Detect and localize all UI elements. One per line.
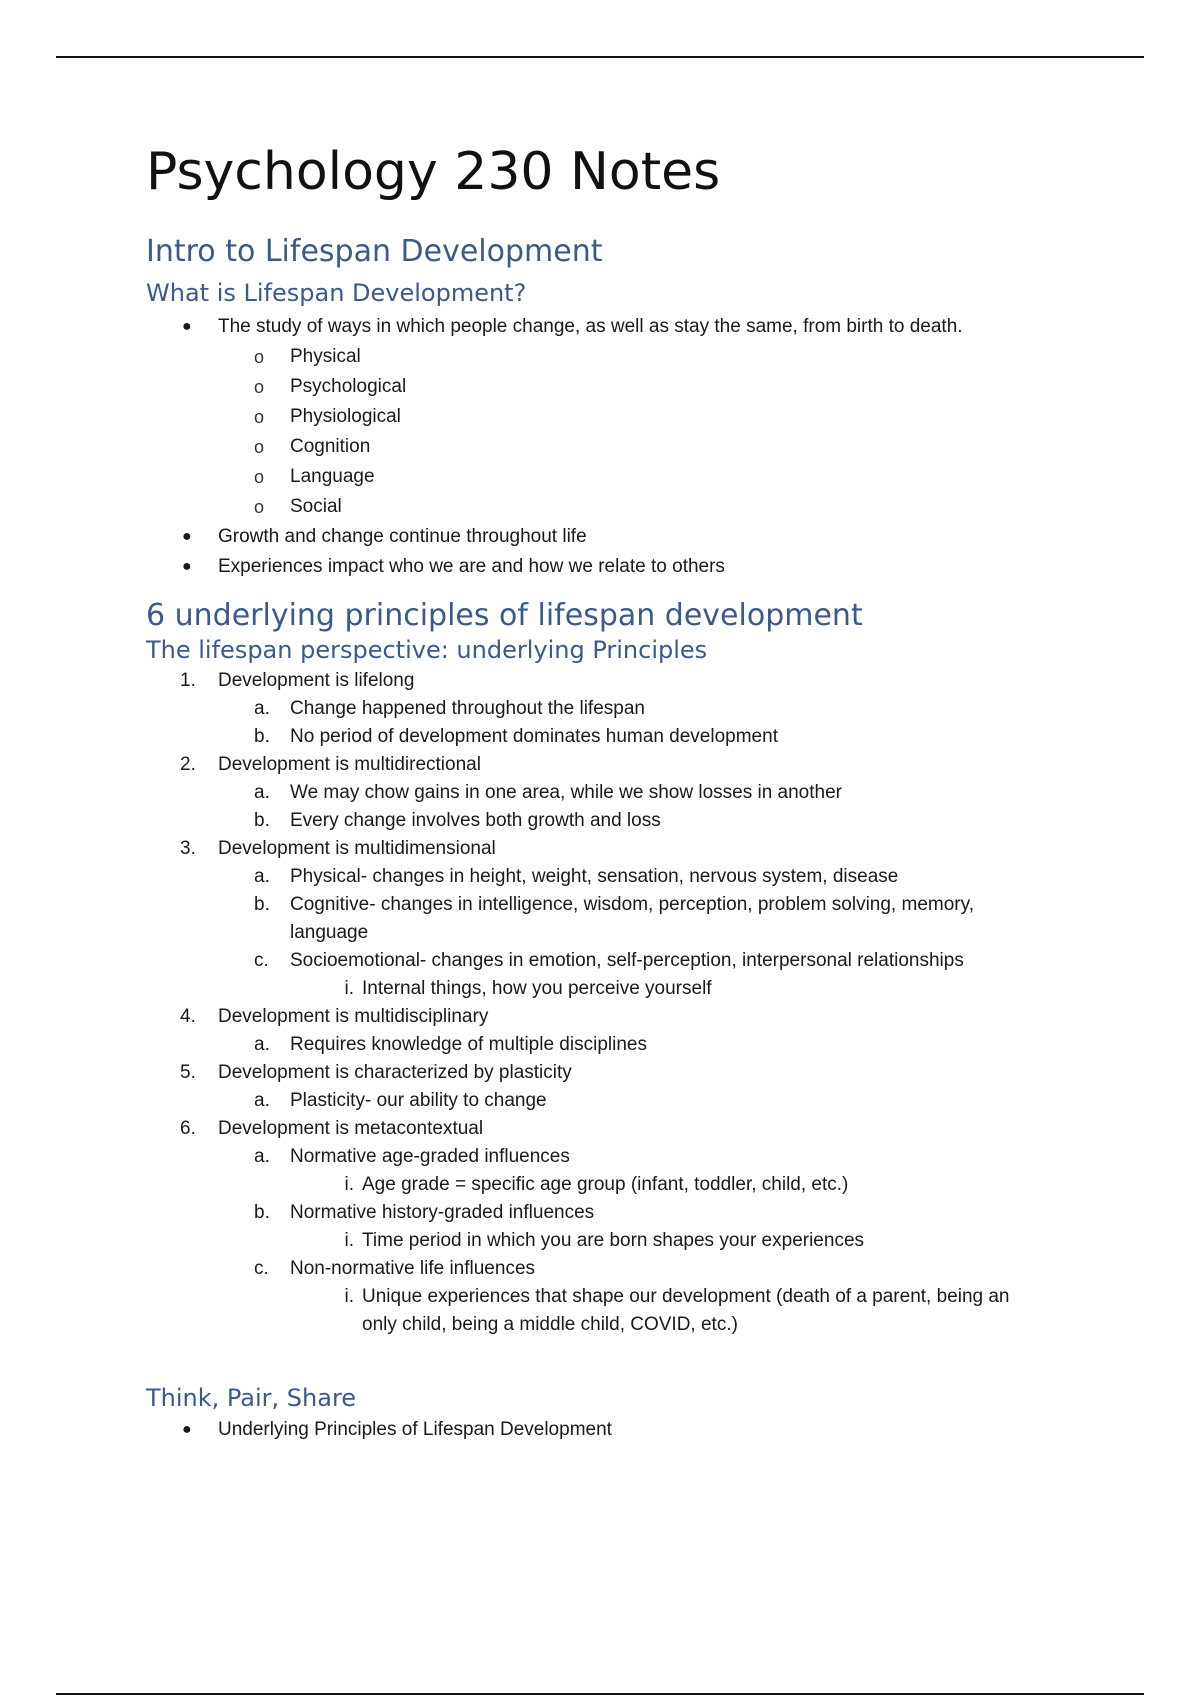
letter-marker: b. bbox=[254, 1202, 270, 1223]
roman-list-item bbox=[146, 975, 1086, 1003]
numbered-list-item bbox=[146, 1115, 1086, 1143]
number-marker: 4. bbox=[180, 1006, 196, 1027]
sub-bullet-text: Language bbox=[290, 466, 375, 487]
lettered-list-item bbox=[146, 1087, 1086, 1115]
sub-point-text: Change happened throughout the lifespan bbox=[290, 698, 645, 719]
number-marker: 5. bbox=[180, 1062, 196, 1083]
number-marker: 1. bbox=[180, 670, 196, 691]
lettered-list-item bbox=[146, 1031, 1086, 1059]
detail-text: Unique experiences that shape our development (death of a parent, being an only child, being a middle child, COVID, etc.) bbox=[362, 1286, 1010, 1335]
think-pair-share-list bbox=[146, 1415, 1086, 1445]
list-item bbox=[146, 342, 1086, 372]
roman-marker: i. bbox=[344, 1230, 354, 1251]
sub-point-text: Physical- changes in height, weight, sensation, nervous system, disease bbox=[290, 866, 899, 887]
circle-bullet-marker: o bbox=[254, 377, 265, 397]
number-marker: 3. bbox=[180, 838, 196, 859]
sub-point-text: No period of development dominates human development bbox=[290, 726, 778, 747]
sub-point-text: Normative age-graded influences bbox=[290, 1146, 570, 1167]
letter-marker: b. bbox=[254, 726, 270, 747]
principle-text: Development is characterized by plasticity bbox=[218, 1062, 572, 1083]
intro-bullet-list bbox=[146, 312, 1086, 582]
sub-point-text: Socioemotional- changes in emotion, self-perception, interpersonal relationships bbox=[290, 950, 964, 971]
roman-marker: i. bbox=[344, 978, 354, 999]
lettered-list-item bbox=[146, 723, 1086, 751]
sub-point-text: Plasticity- our ability to change bbox=[290, 1090, 547, 1111]
letter-marker: a. bbox=[254, 1146, 270, 1167]
list-item bbox=[146, 552, 1086, 582]
principles-numbered-list bbox=[146, 667, 1086, 1339]
list-item bbox=[146, 462, 1086, 492]
sub-bullet-text: Social bbox=[290, 496, 342, 517]
lettered-list-item bbox=[146, 1255, 1086, 1283]
numbered-list bbox=[146, 667, 1086, 1339]
bullet-text: Underlying Principles of Lifespan Development bbox=[218, 1419, 612, 1440]
principle-text: Development is lifelong bbox=[218, 670, 415, 691]
sub-bullet-text: Psychological bbox=[290, 376, 407, 397]
lettered-list-item bbox=[146, 695, 1086, 723]
subheading-think-pair-share: Think, Pair, Share bbox=[146, 1384, 357, 1412]
list-item bbox=[146, 432, 1086, 462]
sub-point-text: Every change involves both growth and loss bbox=[290, 810, 661, 831]
letter-marker: b. bbox=[254, 810, 270, 831]
bullet-text: Growth and change continue throughout life bbox=[218, 526, 587, 547]
list-item bbox=[146, 372, 1086, 402]
list-item bbox=[146, 312, 1086, 342]
sub-bullet-text: Physical bbox=[290, 346, 361, 367]
sub-bullet-text: Cognition bbox=[290, 436, 371, 457]
numbered-list-item bbox=[146, 751, 1086, 779]
circle-bullet-marker: o bbox=[254, 437, 265, 457]
list-item bbox=[146, 402, 1086, 432]
bullet-marker: ● bbox=[182, 318, 192, 335]
list-item bbox=[146, 492, 1086, 522]
sub-point-text: Non-normative life influences bbox=[290, 1258, 536, 1279]
top-rule bbox=[56, 56, 1144, 58]
lettered-list-item bbox=[146, 1143, 1086, 1171]
sub-point-text: Requires knowledge of multiple disciplines bbox=[290, 1034, 647, 1055]
section-heading-principles: 6 underlying principles of lifespan development bbox=[146, 598, 863, 633]
principle-text: Development is metacontextual bbox=[218, 1118, 484, 1139]
bullet-marker: ● bbox=[182, 1421, 192, 1438]
sub-point-text: Normative history-graded influences bbox=[290, 1202, 595, 1223]
letter-marker: a. bbox=[254, 1034, 270, 1055]
detail-text: Age grade = specific age group (infant, toddler, child, etc.) bbox=[362, 1174, 849, 1195]
numbered-list-item bbox=[146, 1003, 1086, 1031]
detail-text: Time period in which you are born shapes your experiences bbox=[362, 1230, 865, 1251]
sub-point-text: Cognitive- changes in intelligence, wisdom, perception, problem solving, memory, language bbox=[290, 894, 974, 943]
letter-marker: c. bbox=[254, 950, 269, 971]
letter-marker: a. bbox=[254, 1090, 270, 1111]
roman-list-item bbox=[146, 1227, 1086, 1255]
roman-list-item bbox=[146, 1171, 1086, 1199]
detail-text: Internal things, how you perceive yourself bbox=[362, 978, 712, 999]
list-item bbox=[146, 1415, 1086, 1445]
circle-bullet-marker: o bbox=[254, 467, 265, 487]
letter-marker: a. bbox=[254, 782, 270, 803]
lettered-list-item bbox=[146, 1199, 1086, 1227]
lettered-list-item bbox=[146, 807, 1086, 835]
lettered-list-item bbox=[146, 947, 1086, 975]
letter-marker: b. bbox=[254, 894, 270, 915]
letter-marker: a. bbox=[254, 698, 270, 719]
circle-bullet-marker: o bbox=[254, 347, 265, 367]
numbered-list-item bbox=[146, 667, 1086, 695]
bullet-marker: ● bbox=[182, 528, 192, 545]
number-marker: 6. bbox=[180, 1118, 196, 1139]
circle-bullet-marker: o bbox=[254, 497, 265, 517]
sub-bullet-text: Physiological bbox=[290, 406, 401, 427]
principle-text: Development is multidirectional bbox=[218, 754, 481, 775]
document-title: Psychology 230 Notes bbox=[146, 142, 721, 202]
number-marker: 2. bbox=[180, 754, 196, 775]
bullet-marker: ● bbox=[182, 558, 192, 575]
bottom-rule bbox=[56, 1693, 1144, 1695]
lettered-list-item bbox=[146, 779, 1086, 807]
principle-text: Development is multidimensional bbox=[218, 838, 496, 859]
subheading-lifespan-perspective: The lifespan perspective: underlying Principles bbox=[146, 636, 708, 664]
subheading-what-is: What is Lifespan Development? bbox=[146, 279, 527, 307]
roman-marker: i. bbox=[344, 1174, 354, 1195]
numbered-list-item bbox=[146, 835, 1086, 863]
lettered-list-item bbox=[146, 863, 1086, 891]
letter-marker: a. bbox=[254, 866, 270, 887]
circle-bullet-marker: o bbox=[254, 407, 265, 427]
bullet-text: Experiences impact who we are and how we relate to others bbox=[218, 556, 725, 577]
sub-point-text: We may chow gains in one area, while we show losses in another bbox=[290, 782, 842, 803]
section-heading-intro: Intro to Lifespan Development bbox=[146, 234, 603, 269]
roman-list-item bbox=[146, 1283, 1086, 1339]
bullet-text: The study of ways in which people change, as well as stay the same, from birth to death. bbox=[218, 316, 963, 337]
list-item bbox=[146, 522, 1086, 552]
lettered-list-item bbox=[146, 891, 1086, 947]
letter-marker: c. bbox=[254, 1258, 269, 1279]
principle-text: Development is multidisciplinary bbox=[218, 1006, 489, 1027]
roman-marker: i. bbox=[344, 1286, 354, 1307]
numbered-list-item bbox=[146, 1059, 1086, 1087]
